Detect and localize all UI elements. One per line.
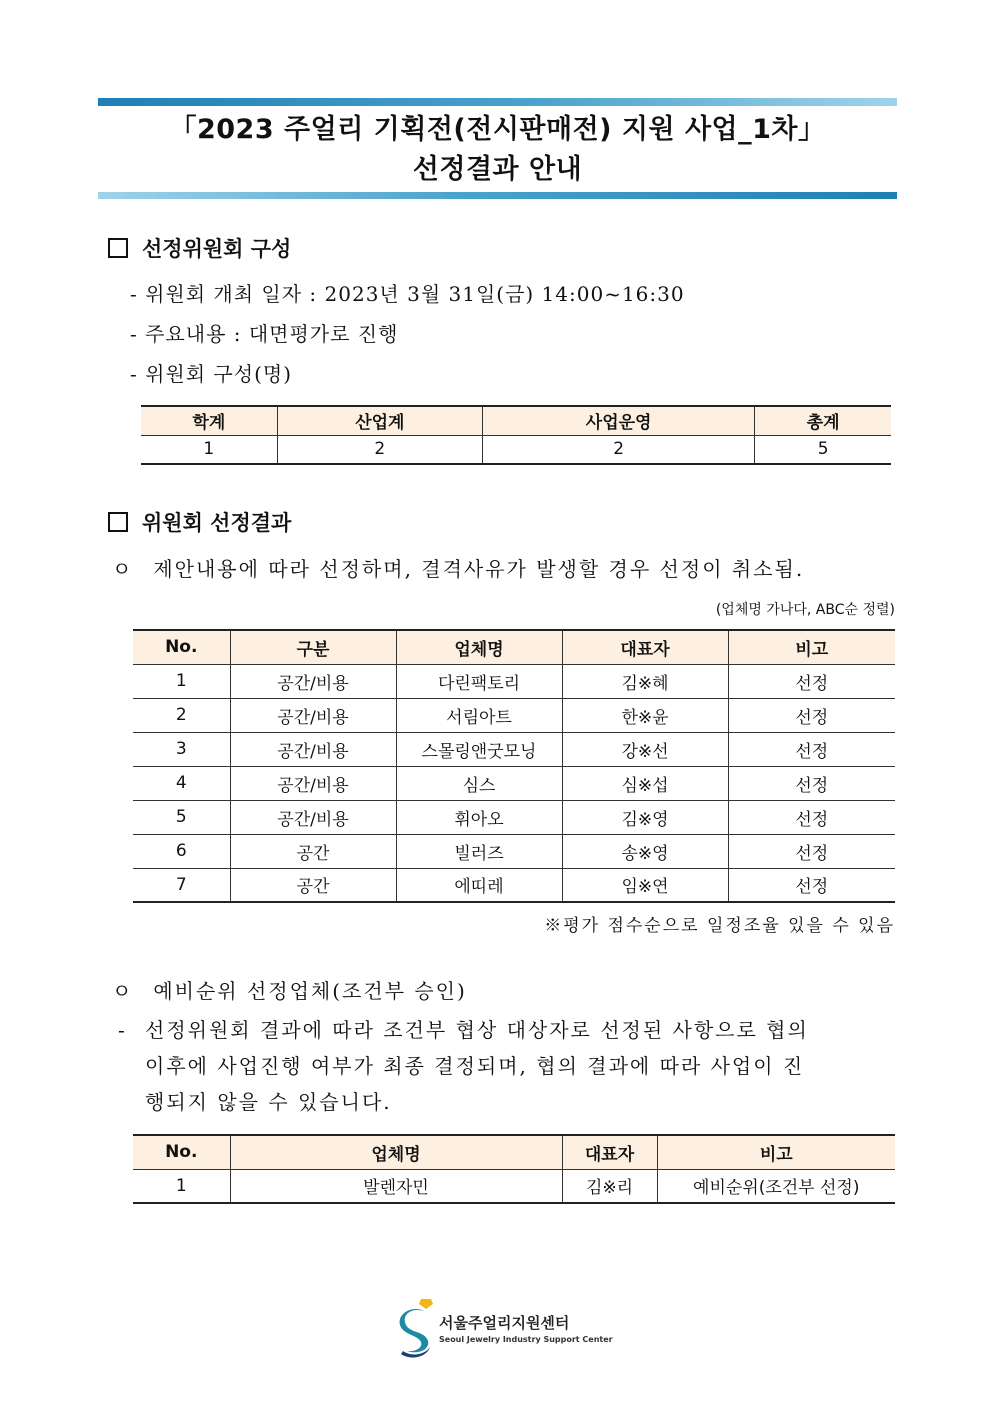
table-cell: 예비순위(조건부 선정) (657, 1169, 895, 1203)
table-row (133, 800, 895, 834)
logo-s-mark-icon (397, 1297, 433, 1359)
checkbox-square-icon (108, 238, 128, 258)
table-cell: 선정 (728, 698, 895, 732)
header-cell: 비고 (657, 1135, 895, 1169)
table-cell: 심스 (396, 766, 562, 800)
table-cell: 송※영 (562, 834, 728, 868)
header-cell: 학계 (141, 406, 277, 435)
table-row (133, 698, 895, 732)
table-cell: 공간 (230, 834, 396, 868)
committee-composition-table (141, 405, 891, 465)
table-cell: 강※선 (562, 732, 728, 766)
header-cell: 업체명 (396, 630, 562, 664)
table-row (133, 664, 895, 698)
title-line-1: 「2023 주얼리 기획전(전시판매전) 지원 사업_1차」 (169, 114, 826, 145)
title-top-bar (98, 98, 897, 106)
title-line-2: 선정결과 안내 (412, 154, 583, 185)
header-cell: 비고 (728, 630, 895, 664)
table-cell: 2 (482, 435, 754, 464)
header-cell: 사업운영 (482, 406, 754, 435)
table-cell: 김※영 (562, 800, 728, 834)
table-header-row (133, 1135, 895, 1169)
reserve-heading-line (112, 975, 467, 1004)
table-cell: 심※섭 (562, 766, 728, 800)
table-cell: 1 (141, 435, 277, 464)
table-row (133, 1169, 895, 1203)
table-cell: 2 (133, 698, 230, 732)
table-row (133, 834, 895, 868)
section-heading-results (108, 507, 291, 537)
header-cell: 구분 (230, 630, 396, 664)
paragraph-text: 선정위원회 결과에 따라 조건부 협상 대상자로 선정된 사항으로 협의 (145, 1018, 809, 1042)
selection-rule-line (112, 553, 804, 582)
table-cell: 5 (755, 435, 891, 464)
table-cell: 휘아오 (396, 800, 562, 834)
section-heading-text: 위원회 선정결과 (142, 511, 292, 535)
table-cell: 공간/비용 (230, 800, 396, 834)
table-cell: 4 (133, 766, 230, 800)
header-cell: 총계 (755, 406, 891, 435)
table-cell: 공간/비용 (230, 664, 396, 698)
table-row (133, 766, 895, 800)
checkbox-square-icon (108, 512, 128, 532)
table-cell: 스몰링앤굿모닝 (396, 732, 562, 766)
committee-composition-line: - 위원회 구성(명) (130, 362, 292, 386)
table-cell: 공간 (230, 868, 396, 902)
table-header-row (141, 406, 891, 435)
table-cell: 에띠레 (396, 868, 562, 902)
table-cell: 선정 (728, 664, 895, 698)
header-cell: 업체명 (230, 1135, 562, 1169)
table-cell: 선정 (728, 800, 895, 834)
header-cell: 대표자 (562, 1135, 657, 1169)
table-cell: 공간/비용 (230, 766, 396, 800)
section-heading-committee (108, 233, 291, 263)
header-cell: 대표자 (562, 630, 728, 664)
table-cell: 선정 (728, 834, 895, 868)
table-header-row (133, 630, 895, 664)
reserve-paragraph (118, 1012, 900, 1120)
table-cell: 5 (133, 800, 230, 834)
table-cell: 임※연 (562, 868, 728, 902)
table-cell: 발렌자민 (230, 1169, 562, 1203)
table-cell: 선정 (728, 868, 895, 902)
table-cell: 2 (277, 435, 482, 464)
logo-name-korean: 서울주얼리지원센터 (439, 1314, 570, 1332)
section-heading-text: 선정위원회 구성 (142, 237, 292, 261)
table-cell: 다린팩토리 (396, 664, 562, 698)
sort-note: (업체명 가나다, ABC순 정렬) (715, 602, 895, 618)
paragraph-line (118, 1012, 900, 1048)
paragraph-line: 이후에 사업진행 여부가 최종 결정되며, 협의 결과에 따라 사업이 진 (145, 1054, 805, 1078)
dash-marker: - (118, 1018, 127, 1042)
document-title-block (98, 98, 897, 199)
table-cell: 서림아트 (396, 698, 562, 732)
table-cell: 공간/비용 (230, 698, 396, 732)
table-cell: 빌러즈 (396, 834, 562, 868)
selection-rule-text: 제안내용에 따라 선정하며, 결격사유가 발생할 경우 선정이 취소됨. (153, 557, 805, 581)
table-cell: 선정 (728, 766, 895, 800)
selection-results-table (133, 629, 895, 903)
table-cell: 김※혜 (562, 664, 728, 698)
logo-name-english: Seoul Jewelry Industry Support Center (439, 1335, 613, 1344)
circle-bullet-icon: ㅇ (112, 557, 134, 581)
main-content-line: - 주요내용 : 대면평가로 진행 (130, 322, 399, 346)
header-cell: No. (133, 630, 230, 664)
schedule-note: ※평가 점수순으로 일정조율 있을 수 있음 (544, 916, 895, 936)
center-logo (397, 1297, 613, 1359)
table-cell: 한※윤 (562, 698, 728, 732)
document-title (98, 106, 897, 192)
table-cell: 1 (133, 1169, 230, 1203)
table-cell: 선정 (728, 732, 895, 766)
table-cell: 7 (133, 868, 230, 902)
table-cell: 3 (133, 732, 230, 766)
reserve-table (133, 1134, 895, 1204)
table-cell: 공간/비용 (230, 732, 396, 766)
header-cell: No. (133, 1135, 230, 1169)
reserve-heading-text: 예비순위 선정업체(조건부 승인) (153, 979, 467, 1003)
table-cell: 김※리 (562, 1169, 657, 1203)
meeting-date-line: - 위원회 개최 일자 : 2023년 3월 31일(금) 14:00~16:30 (130, 282, 685, 306)
table-cell: 6 (133, 834, 230, 868)
table-row (141, 435, 891, 464)
header-cell: 산업계 (277, 406, 482, 435)
circle-bullet-icon: ㅇ (112, 979, 134, 1003)
table-cell: 1 (133, 664, 230, 698)
table-row (133, 732, 895, 766)
title-bottom-bar (98, 192, 897, 199)
paragraph-line: 행되지 않을 수 있습니다. (145, 1090, 392, 1114)
table-row (133, 868, 895, 902)
